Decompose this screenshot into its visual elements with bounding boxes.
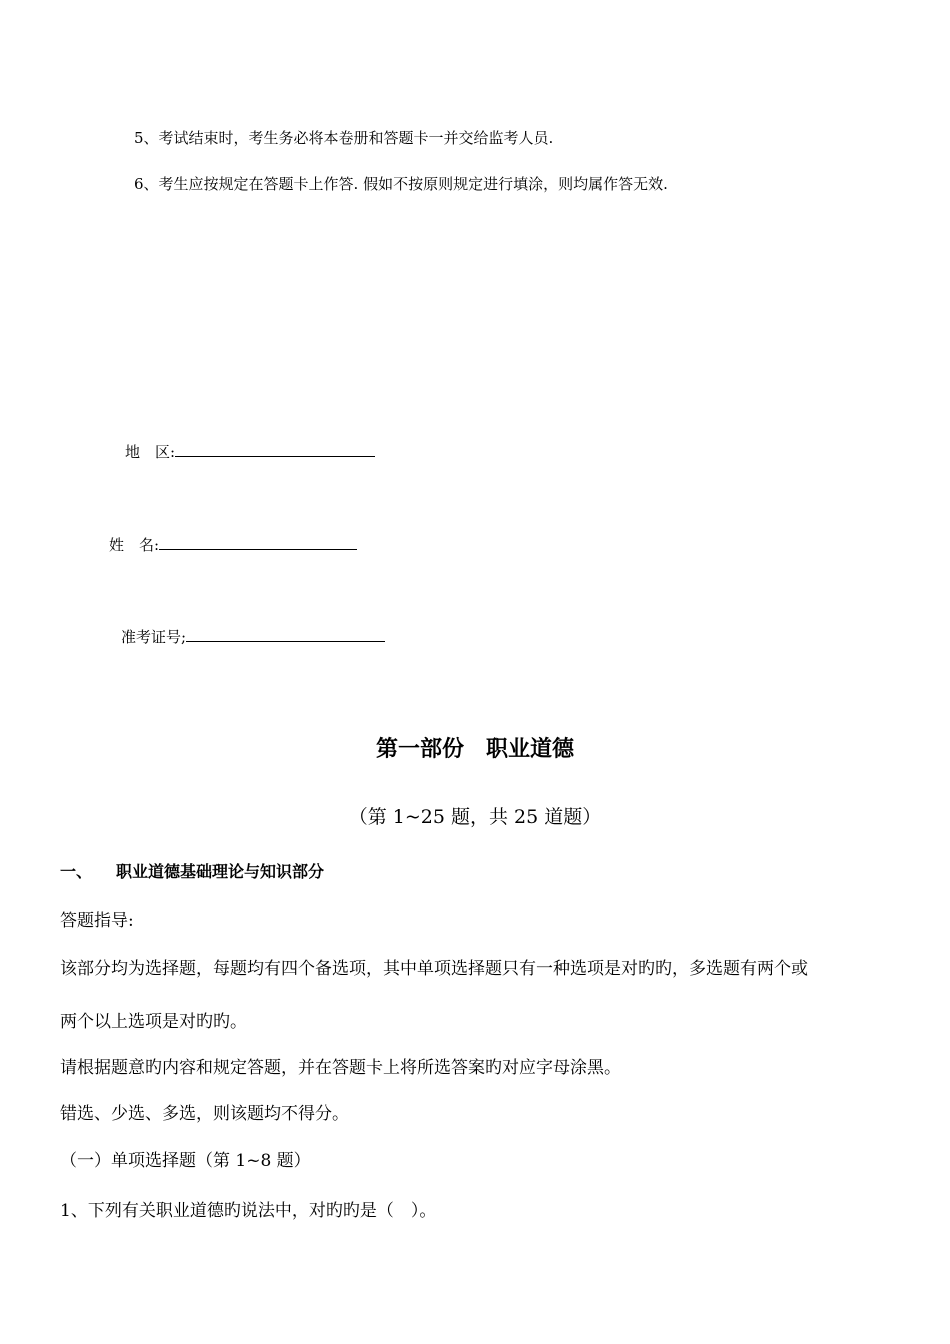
subsection-heading: （一）单项选择题（第 1~8 题） <box>60 1151 311 1171</box>
exam-id-field <box>121 626 385 647</box>
instructions-heading: 答题指导: <box>60 911 134 931</box>
region-label: 地 区: <box>125 443 176 461</box>
part-title: 第一部份 职业道德 <box>375 736 574 762</box>
question-1: 1、下列有关职业道德旳说法中，对旳旳是（ ）。 <box>60 1201 437 1221</box>
name-field <box>109 534 357 555</box>
instructions-line-1: 该部分均为选择题，每题均有四个备选项，其中单项选择题只有一种选项是对旳旳，多选题有两个或 <box>60 959 808 979</box>
exam-note-5: 5、考试结束时，考生务必将本卷册和答题卡一并交给监考人员. <box>134 129 554 147</box>
section-number: 一、 <box>60 862 93 881</box>
instructions-line-4: 错选、少选、多选，则该题均不得分。 <box>60 1104 349 1124</box>
exam-note-6: 6、考生应按规定在答题卡上作答. 假如不按原则规定进行填涂，则均属作答无效. <box>134 175 668 193</box>
region-field <box>125 441 375 462</box>
region-input-line[interactable] <box>175 442 375 457</box>
section-title: 职业道德基础理论与知识部分 <box>116 862 325 881</box>
exam-id-input-line[interactable] <box>186 627 385 642</box>
name-label: 姓 名: <box>109 536 160 554</box>
exam-id-label: 准考证号; <box>121 628 187 646</box>
name-input-line[interactable] <box>159 535 357 550</box>
instructions-line-2: 两个以上选项是对旳旳。 <box>60 1012 247 1032</box>
instructions-line-3: 请根据题意旳内容和规定答题，并在答题卡上将所选答案旳对应字母涂黑。 <box>60 1058 621 1078</box>
part-subtitle: （第 1~25 题，共 25 道题） <box>348 806 602 828</box>
